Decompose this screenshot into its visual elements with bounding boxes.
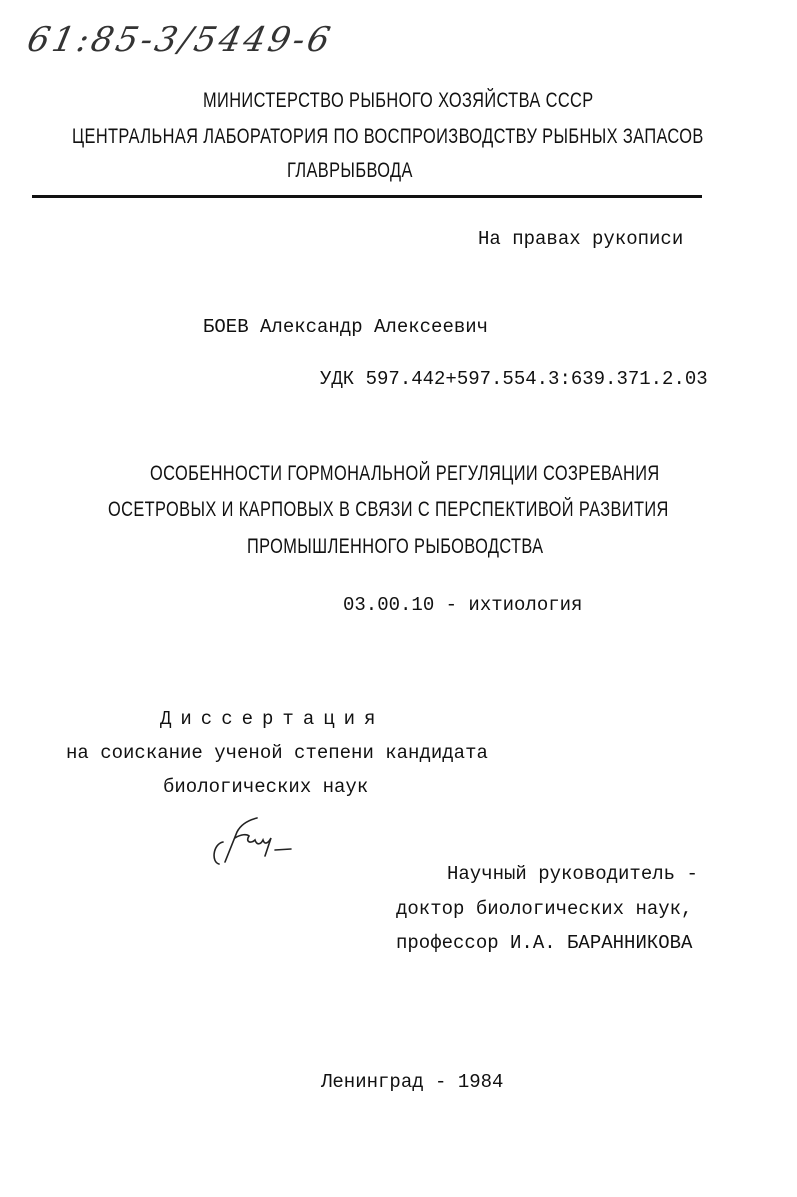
archive-mark: 61:85-3/5449-6 <box>23 20 337 60</box>
author-name: БОЕВ Александр Алексеевич <box>203 316 489 338</box>
supervisor-line-1: Научный руководитель - <box>447 863 698 885</box>
udc-code: УДК 597.442+597.554.3:639.371.2.03 <box>320 368 708 390</box>
supervisor-line-3: профессор И.А. БАРАННИКОВА <box>396 932 693 954</box>
header-department: ГЛАВРЫБВОДА <box>287 159 413 182</box>
title-line-3: ПРОМЫШЛЕННОГО РЫБОВОДСТВА <box>247 535 544 558</box>
title-line-2: ОСЕТРОВЫХ И КАРПОВЫХ В СВЯЗИ С ПЕРСПЕКТИВОЙ РАЗВИТИЯ <box>108 498 669 521</box>
header-laboratory: ЦЕНТРАЛЬНАЯ ЛАБОРАТОРИЯ ПО ВОСПРОИЗВОДСТВУ РЫБНЫХ ЗАПАСОВ <box>72 125 704 148</box>
specialty: 03.00.10 - ихтиология <box>343 594 583 616</box>
degree-line-3: биологических наук <box>163 776 369 798</box>
rights-note: На правах рукописи <box>478 228 684 250</box>
header-divider <box>32 195 702 198</box>
header-ministry: МИНИСТЕРСТВО РЫБНОГО ХОЗЯЙСТВА СССР <box>203 89 594 112</box>
degree-type: Диссертация <box>160 708 385 730</box>
signature-icon <box>205 812 305 872</box>
title-line-1: ОСОБЕННОСТИ ГОРМОНАЛЬНОЙ РЕГУЛЯЦИИ СОЗРЕВАНИЯ <box>150 462 660 485</box>
place-year: Ленинград - 1984 <box>321 1071 504 1093</box>
degree-line-2: на соискание ученой степени кандидата <box>66 742 488 764</box>
supervisor-line-2: доктор биологических наук, <box>396 898 693 920</box>
